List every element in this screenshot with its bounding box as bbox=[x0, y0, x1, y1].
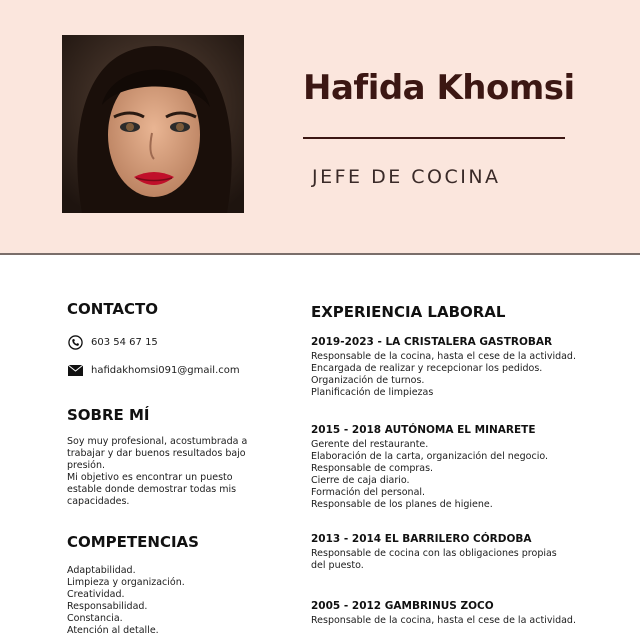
skill-item: Responsabilidad. bbox=[67, 601, 148, 612]
profile-photo bbox=[62, 35, 244, 213]
about-text bbox=[67, 436, 282, 508]
contact-heading: CONTACTO bbox=[67, 300, 158, 318]
email-address: hafidakhomsi091@gmail.com bbox=[91, 364, 240, 376]
about-line: estable donde demostrar todas mis bbox=[67, 484, 237, 495]
candidate-name: Hafida Khomsi bbox=[303, 68, 575, 108]
phone-icon bbox=[67, 334, 83, 350]
phone-number: 603 54 67 15 bbox=[91, 336, 158, 348]
skills-list bbox=[67, 565, 282, 637]
job-duty: Responsable de cocina con las obligaciones propias bbox=[311, 548, 557, 559]
job-entry bbox=[311, 424, 611, 511]
about-line: trabajar y dar buenos resultados bajo bbox=[67, 448, 246, 459]
job-duty: Formación del personal. bbox=[311, 487, 426, 498]
job-duty: Organización de turnos. bbox=[311, 375, 425, 386]
about-line: Soy muy profesional, acostumbrada a bbox=[67, 436, 248, 447]
job-duty: Responsable de los planes de higiene. bbox=[311, 499, 493, 510]
left-column bbox=[67, 300, 282, 637]
job-title-date: 2015 - 2018 AUTÓNOMA EL MINARETE bbox=[311, 424, 536, 436]
skill-item: Adaptabilidad. bbox=[67, 565, 136, 576]
envelope-icon bbox=[67, 362, 83, 378]
job-duty: Planificación de limpiezas bbox=[311, 387, 434, 398]
about-line: presión. bbox=[67, 460, 106, 471]
job-duty: Cierre de caja diario. bbox=[311, 475, 410, 486]
job-title-date: 2005 - 2012 GAMBRINUS ZOCO bbox=[311, 600, 494, 612]
job-title: JEFE DE COCINA bbox=[312, 166, 501, 188]
about-line: capacidades. bbox=[67, 496, 130, 507]
job-duty: Elaboración de la carta, organización del negocio. bbox=[311, 451, 549, 462]
contact-email-row bbox=[67, 362, 282, 378]
job-duty: Responsable de compras. bbox=[311, 463, 434, 474]
skill-item: Creatividad. bbox=[67, 589, 125, 600]
job-duty: Responsable de la cocina, hasta el cese de la actividad. bbox=[311, 615, 576, 626]
job-entry bbox=[311, 336, 611, 399]
job-duty: Encargada de realizar y recepcionar los pedidos. bbox=[311, 363, 543, 374]
skill-item: Atención al detalle. bbox=[67, 625, 159, 636]
job-entry bbox=[311, 600, 611, 627]
job-entry bbox=[311, 533, 611, 572]
contact-phone-row bbox=[67, 334, 282, 350]
resume-header bbox=[0, 0, 640, 255]
about-line: Mi objetivo es encontrar un puesto bbox=[67, 472, 233, 483]
job-duty: Gerente del restaurante. bbox=[311, 439, 429, 450]
job-title-date: 2013 - 2014 EL BARRILERO CÓRDOBA bbox=[311, 533, 532, 545]
skills-heading: COMPETENCIAS bbox=[67, 533, 199, 551]
right-column bbox=[311, 303, 611, 627]
skill-item: Constancia. bbox=[67, 613, 123, 624]
job-title-date: 2019-2023 - LA CRISTALERA GASTROBAR bbox=[311, 336, 553, 348]
about-heading: SOBRE MÍ bbox=[67, 406, 150, 424]
name-divider bbox=[303, 137, 565, 139]
job-duty: del puesto. bbox=[311, 560, 364, 571]
experience-heading: EXPERIENCIA LABORAL bbox=[311, 303, 506, 321]
job-duty: Responsable de la cocina, hasta el cese de la actividad. bbox=[311, 351, 576, 362]
skill-item: Limpieza y organización. bbox=[67, 577, 185, 588]
